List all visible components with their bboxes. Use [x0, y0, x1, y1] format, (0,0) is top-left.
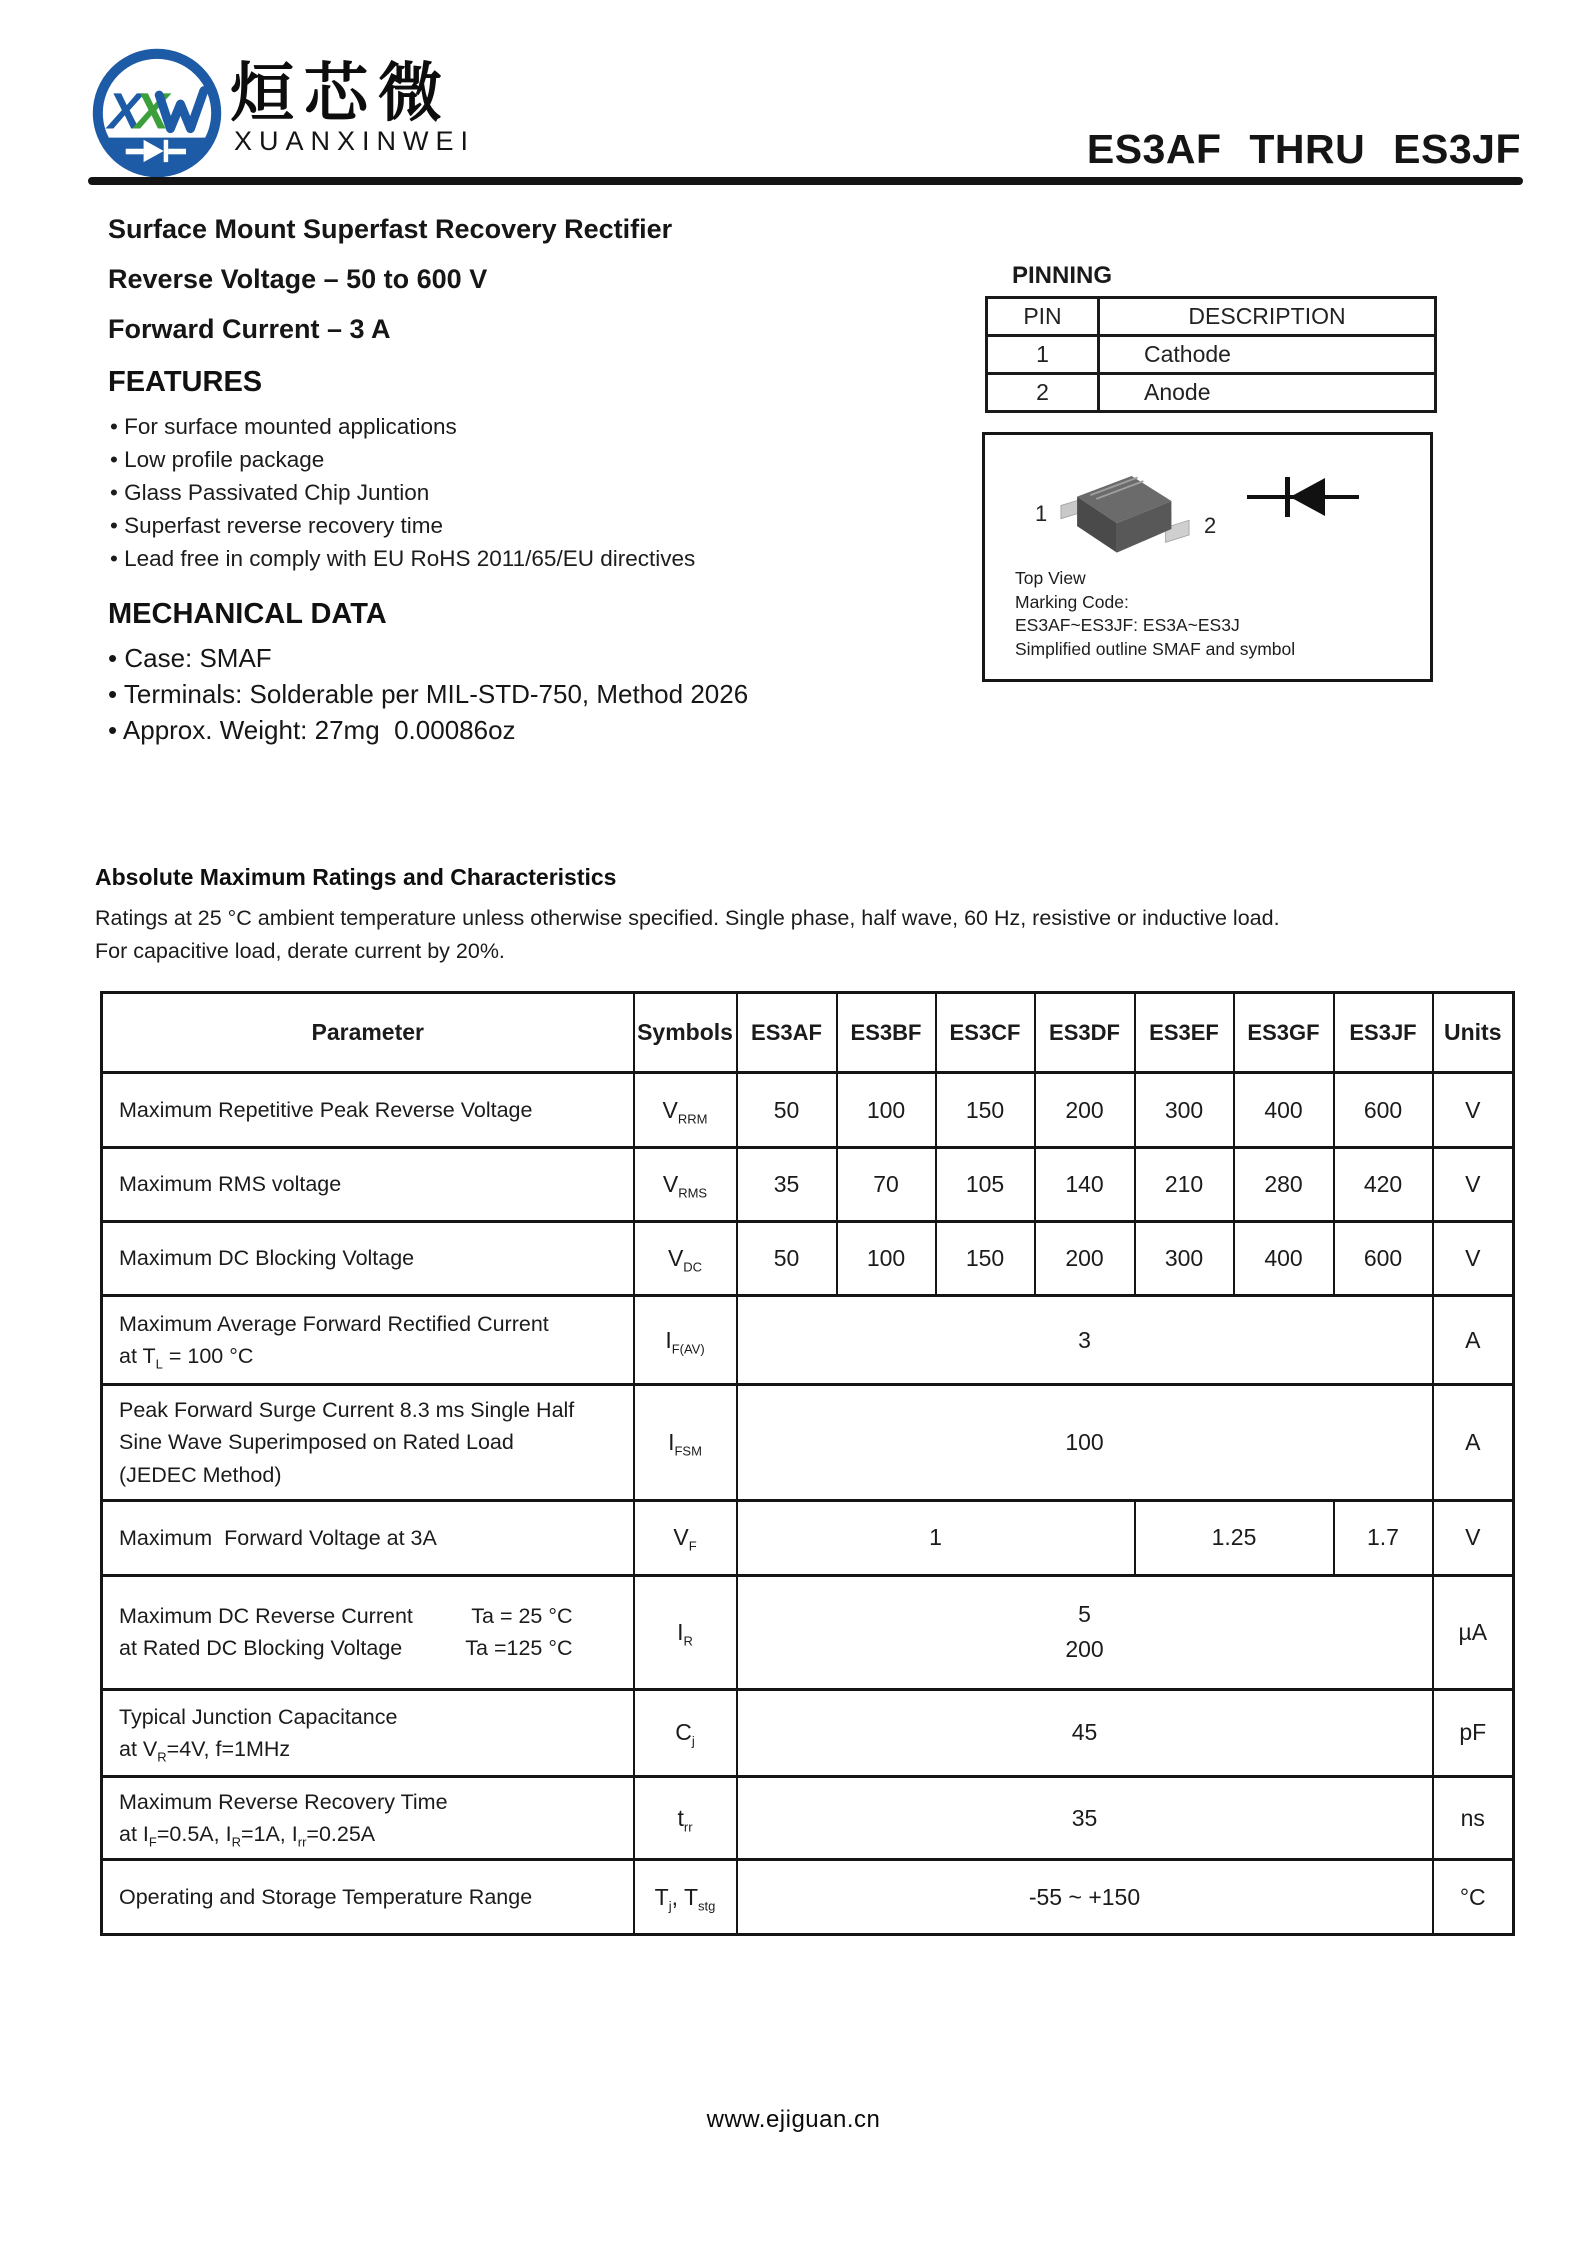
pinning-col-pin: PIN	[987, 298, 1099, 336]
value-cell: 200	[1035, 1222, 1135, 1296]
value-cell: 50	[737, 1222, 837, 1296]
diode-symbol-icon	[1247, 473, 1359, 521]
parameter-text: at Rated DC Blocking Voltage	[119, 1636, 403, 1661]
table-row-ir	[102, 1575, 1514, 1689]
value-cell: 300	[1135, 1073, 1234, 1148]
parameter-cell: Maximum DC Blocking Voltage	[102, 1222, 634, 1296]
mechanical-item: • Approx. Weight: 27mg 0.00086oz	[108, 715, 516, 745]
table-row-trr	[102, 1776, 1514, 1860]
parameter-line: Maximum Average Forward Rectified Current	[119, 1311, 549, 1336]
package-pin2-label: 2	[1204, 513, 1217, 538]
mechanical-data-list	[108, 640, 748, 748]
pin-description: Anode	[1099, 374, 1436, 412]
pinning-row	[987, 374, 1436, 412]
value-cell: 280	[1234, 1148, 1334, 1222]
value-cell: 600	[1334, 1073, 1433, 1148]
parameter-line: Typical Junction Capacitance	[119, 1704, 398, 1729]
parameter-text: Maximum DC Reverse Current	[119, 1604, 413, 1628]
smaf-package-icon	[1055, 467, 1195, 569]
parameter-cell	[102, 1296, 634, 1385]
package-pin1-label: 1	[1035, 501, 1048, 526]
parameter-line: (JEDEC Method)	[119, 1462, 282, 1487]
pinning-table	[985, 296, 1437, 413]
value-cell: 50	[737, 1073, 837, 1148]
symbol-cell: $I_R$	[634, 1575, 737, 1689]
ratings-heading: Absolute Maximum Ratings and Characteristics	[95, 864, 617, 890]
merged-value-cell: 45	[737, 1689, 1433, 1776]
value-cell: 150	[936, 1073, 1035, 1148]
ratings-note-line1: Ratings at 25 °C ambient temperature unless otherwise specified. Single phase, half wave, 60 Hz, resistive or inductive load.	[95, 906, 1280, 930]
ratings-note-line2: For capacitive load, derate current by 20%.	[95, 939, 505, 963]
ratings-table	[100, 991, 1515, 1936]
merged-value-cell: 100	[737, 1385, 1433, 1501]
unit-cell: V	[1433, 1073, 1514, 1148]
features-heading: FEATURES	[108, 366, 263, 398]
unit-cell: °C	[1433, 1860, 1514, 1935]
part-number-title: ES3AF THRU ES3JF	[1086, 126, 1521, 172]
pinning-heading: PINNING	[1012, 262, 1113, 289]
value-cell: 100	[837, 1222, 936, 1296]
value-cell: 1.7	[1334, 1500, 1433, 1575]
company-logo-icon	[90, 46, 224, 180]
feature-item: • Superfast reverse recovery time	[110, 513, 443, 538]
value-cell-span4: 1	[737, 1500, 1135, 1575]
product-description: Surface Mount Superfast Recovery Rectifier	[108, 214, 673, 244]
parameter-cell: Operating and Storage Temperature Range	[102, 1860, 634, 1935]
table-row-vdc	[102, 1222, 1514, 1296]
caption-line: Marking Code:	[1015, 591, 1129, 612]
merged-value-cell: 3	[737, 1296, 1433, 1385]
value-cell: 150	[936, 1222, 1035, 1296]
table-row-vf	[102, 1500, 1514, 1575]
col-device: ES3JF	[1334, 993, 1433, 1073]
parameter-cell: Maximum Repetitive Peak Reverse Voltage	[102, 1073, 634, 1148]
value-line: 200	[1065, 1636, 1104, 1663]
feature-item: • For surface mounted applications	[110, 414, 457, 439]
feature-item: • Lead free in comply with EU RoHS 2011/65/EU directives	[110, 546, 696, 571]
brand-name-english: XUANXINWEI	[234, 126, 476, 156]
pin-number: 1	[987, 336, 1099, 374]
pin-number: 2	[987, 374, 1099, 412]
value-cell: 600	[1334, 1222, 1433, 1296]
value-cell: 35	[737, 1148, 837, 1222]
header-rule	[88, 177, 1523, 185]
unit-cell: pF	[1433, 1689, 1514, 1776]
value-cell: 140	[1035, 1148, 1135, 1222]
mechanical-data-heading: MECHANICAL DATA	[108, 598, 387, 630]
package-outline-box	[982, 432, 1433, 682]
symbol-cell: $V_{RRM}$	[634, 1073, 737, 1148]
unit-cell: V	[1433, 1222, 1514, 1296]
caption-line: Top View	[1015, 568, 1086, 588]
table-row-vrrm	[102, 1073, 1514, 1148]
feature-item: • Glass Passivated Chip Juntion	[110, 480, 430, 505]
symbol-cell: $I_{FSM}$	[634, 1385, 737, 1501]
feature-item: • Low profile package	[110, 447, 325, 472]
value-cell: 210	[1135, 1148, 1234, 1222]
package-caption	[1015, 567, 1295, 661]
col-parameter: Parameter	[102, 993, 634, 1073]
col-device: ES3AF	[737, 993, 837, 1073]
parameter-line: at $T_L = 100$ °C	[119, 1344, 254, 1372]
col-device: ES3CF	[936, 993, 1035, 1073]
pinning-col-description: DESCRIPTION	[1099, 298, 1436, 336]
unit-cell: V	[1433, 1148, 1514, 1222]
parameter-cell	[102, 1689, 634, 1776]
unit-cell: A	[1433, 1385, 1514, 1501]
value-cell: 300	[1135, 1222, 1234, 1296]
value-cell: 200	[1035, 1073, 1135, 1148]
symbol-cell: $T_j$, $T_{stg}$	[634, 1860, 737, 1935]
parameter-cell: Maximum RMS voltage	[102, 1148, 634, 1222]
col-device: ES3DF	[1035, 993, 1135, 1073]
parameter-line: Peak Forward Surge Current 8.3 ms Single Half	[119, 1398, 575, 1422]
table-row-ifav	[102, 1296, 1514, 1385]
mechanical-item: • Case: SMAF	[108, 643, 272, 673]
symbol-cell: $t_{rr}$	[634, 1776, 737, 1860]
unit-cell: µA	[1433, 1575, 1514, 1689]
parameter-cell: Maximum Forward Voltage at 3A	[102, 1500, 634, 1575]
pinning-header-row	[987, 298, 1436, 336]
parameter-line	[119, 1632, 625, 1664]
features-list	[110, 410, 695, 575]
value-cell: 70	[837, 1148, 936, 1222]
symbol-cell: $V_{DC}$	[634, 1222, 737, 1296]
logo-letter-x2: X	[134, 82, 169, 140]
value-cell: 105	[936, 1148, 1035, 1222]
value-cell: 400	[1234, 1073, 1334, 1148]
unit-cell: A	[1433, 1296, 1514, 1385]
parameter-line: at $V_R=4V$, f=1MHz	[119, 1736, 291, 1765]
caption-line: ES3AF~ES3JF: ES3A~ES3J	[1015, 615, 1240, 635]
caption-line: Simplified outline SMAF and symbol	[1015, 638, 1296, 659]
footer-website-url: www.ejiguan.cn	[706, 2106, 881, 2133]
value-cell: 400	[1234, 1222, 1334, 1296]
reverse-voltage-range: Reverse Voltage – 50 to 600 V	[108, 264, 488, 294]
parameter-line: Maximum Reverse Recovery Time	[119, 1789, 448, 1814]
condition-note: Ta =125 °C	[465, 1636, 573, 1661]
table-row-tstg	[102, 1860, 1514, 1935]
parameter-line: Sine Wave Superimposed on Rated Load	[119, 1430, 514, 1455]
symbol-cell: $V_{RMS}$	[634, 1148, 737, 1222]
merged-value-cell: 35	[737, 1776, 1433, 1860]
unit-cell: ns	[1433, 1776, 1514, 1860]
table-row-vrms	[102, 1148, 1514, 1222]
table-row-ifsm	[102, 1385, 1514, 1501]
symbol-cell: $I_{F(AV)}$	[634, 1296, 737, 1385]
pinning-row	[987, 336, 1436, 374]
condition-note: Ta = 25 °C	[471, 1604, 573, 1628]
ratings-note	[95, 902, 1523, 968]
col-units: Units	[1433, 993, 1514, 1073]
col-symbols: Symbols	[634, 993, 737, 1073]
value-cell: 100	[837, 1073, 936, 1148]
parameter-line	[119, 1600, 625, 1632]
parameter-line: at $I_F=0.5A$, $I_R=1A$, $I_{rr}=0.25A$	[119, 1822, 376, 1850]
col-device: ES3GF	[1234, 993, 1334, 1073]
unit-cell: V	[1433, 1500, 1514, 1575]
merged-value-cell: -55 ~ +150	[737, 1860, 1433, 1935]
value-cell-span2: 1.25	[1135, 1500, 1334, 1575]
mechanical-item: • Terminals: Solderable per MIL-STD-750, Method 2026	[108, 679, 749, 709]
symbol-cell: $C_j$	[634, 1689, 737, 1776]
ratings-header-row	[102, 993, 1514, 1073]
parameter-cell	[102, 1776, 634, 1860]
col-device: ES3BF	[837, 993, 936, 1073]
forward-current-rating: Forward Current – 3 A	[108, 314, 391, 344]
parameter-cell	[102, 1575, 634, 1689]
value-cell: 420	[1334, 1148, 1433, 1222]
col-device: ES3EF	[1135, 993, 1234, 1073]
merged-value-cell	[737, 1575, 1433, 1689]
symbol-cell: $V_F$	[634, 1500, 737, 1575]
parameter-cell	[102, 1385, 634, 1501]
brand-name-chinese: 烜芯微	[230, 57, 452, 129]
table-row-cj	[102, 1689, 1514, 1776]
value-line: 5	[1078, 1600, 1091, 1627]
logo-letter-x1: X	[107, 82, 143, 140]
pin-description: Cathode	[1099, 336, 1436, 374]
